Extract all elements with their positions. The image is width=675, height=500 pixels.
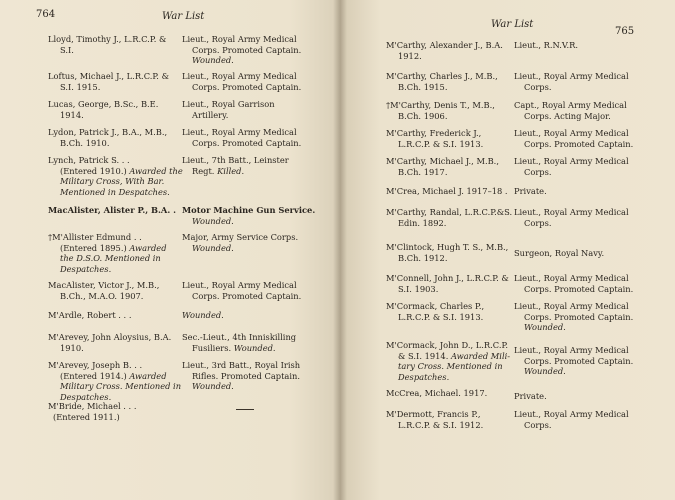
entry-name: Lloyd, Timothy J., L.R.C.P. & S.I. [48, 34, 167, 55]
entry-service: Lieut., Royal Army Medical Corps. [514, 207, 629, 228]
entry-service: Surgeon, Royal Navy. [514, 248, 605, 258]
entry-name: McCrea, Michael. 1917. [386, 388, 488, 398]
entry-name: M'Cormack, John D., L.R.C.P. & S.I. 1914. Awarded Mili- tary Cross. Mentioned in Despatches. [386, 340, 511, 382]
entry-name: M'Carthy, Michael J., M.B., B.Ch. 1917. [386, 156, 499, 177]
page-number: 765 [615, 26, 635, 37]
entry-name: M'Arevey, John Aloysius, B.A. 1910. [48, 332, 172, 353]
entry-name: †M'Allister Edmund . . (Entered 1895.) Awarded the D.S.O. Mentioned in Despatches. [48, 232, 167, 274]
entry-service: Lieut., 3rd Batt., Royal Irish Rifles. Promoted Captain. Wounded. [182, 360, 301, 392]
entry-service: Lieut., Royal Army Medical Corps. Promoted Captain. Wounded. [514, 301, 634, 333]
entry-service: Lieut., Royal Army Medical Corps. Promoted Captain. [182, 280, 302, 301]
entry-name: M'Clintock, Hugh T. S., M.B., B.Ch. 1912. [386, 242, 509, 263]
entry-name: Lydon, Patrick J., B.A., M.B., B.Ch. 1910. [48, 127, 168, 148]
entry-service: Lieut., Royal Army Medical Corps. [514, 156, 629, 177]
entry-service: Lieut., Royal Army Medical Corps. Promoted Captain. Wounded. [182, 34, 302, 66]
entry-name: M'Cormack, Charles P., L.R.C.P. & S.I. 1913. [386, 301, 485, 322]
entry-name: MacAlister, Alister P., B.A. . [48, 205, 176, 215]
entry-service: Private. [514, 391, 547, 401]
entry-service: Lieut., 7th Batt., Leinster Regt. Killed. [182, 155, 289, 176]
entry-service: Lieut., Royal Army Medical Corps. [514, 71, 629, 92]
entry-name: M'Ardle, Robert . . . [48, 310, 132, 320]
entry-name: MacAlister, Victor J., M.B., B.Ch., M.A.O. 1907. [48, 280, 160, 301]
entry-service: Lieut., Royal Army Medical Corps. Promoted Captain. [182, 71, 302, 92]
entry-service: Lieut., Royal Army Medical Corps. Promoted Captain. [514, 128, 634, 149]
entry-name: Loftus, Michael J., L.R.C.P. & S.I. 1915. [48, 71, 169, 92]
entry-name: †M'Carthy, Denis T., M.B., B.Ch. 1906. [386, 100, 495, 121]
entry-service: Private. [514, 186, 547, 196]
entry-service: Sec.-Lieut., 4th Inniskilling Fusiliers. Wounded. [182, 332, 297, 353]
entry-service: Lieut., Royal Army Medical Corps. Promoted Captain. Wounded. [514, 345, 634, 377]
entry-name: M'Bride, Michael . . . (Entered 1911.) [48, 401, 137, 422]
entry-service: Lieut., Royal Garrison Artillery. [182, 99, 275, 120]
entry-name: M'Crea, Michael J. 1917–18 . [386, 186, 508, 196]
entry-name: Lynch, Patrick S. . . (Entered 1910.) Awarded the Military Cross, With Bar. Mentioned in Despatches. [48, 155, 183, 197]
entry-service: Lieut., R.N.V.R. [514, 40, 578, 50]
running-head: War List [162, 11, 205, 22]
entry-service: Motor Machine Gun Service. Wounded. [182, 205, 316, 226]
book-gutter-shadow [333, 0, 347, 500]
entry-service: Lieut., Royal Army Medical Corps. Promoted Captain. [182, 127, 302, 148]
entry-service: Capt., Royal Army Medical Corps. Acting Major. [514, 100, 627, 121]
entry-name: M'Carthy, Randal, L.R.C.P.&S. Edin. 1892. [386, 207, 513, 228]
entry-service: Wounded. [182, 310, 224, 320]
entry-name: M'Dermott, Francis P., L.R.C.P. & S.I. 1912. [386, 409, 484, 430]
entry-name: M'Carthy, Frederick J., L.R.C.P. & S.I. 1913. [386, 128, 484, 149]
entry-name: Lucas, George, B.Sc., B.E. 1914. [48, 99, 159, 120]
entry-name: M'Connell, John J., L.R.C.P. & S.I. 1903. [386, 273, 509, 294]
page-number: 764 [36, 9, 56, 20]
entry-service: Lieut., Royal Army Medical Corps. [514, 409, 629, 430]
entry-name: M'Carthy, Alexander J., B.A. 1912. [386, 40, 503, 61]
entry-service: Lieut., Royal Army Medical Corps. Promoted Captain. [514, 273, 634, 294]
entry-service: Major, Army Service Corps. Wounded. [182, 232, 299, 253]
running-head: War List [491, 19, 534, 30]
right-page [340, 0, 675, 500]
end-rule [236, 409, 254, 410]
entry-name: M'Arevey, Joseph B. . . (Entered 1914.) Awarded Military Cross. Mentioned in Despatches. [48, 360, 182, 402]
entry-name: M'Carthy, Charles J., M.B., B.Ch. 1915. [386, 71, 498, 92]
